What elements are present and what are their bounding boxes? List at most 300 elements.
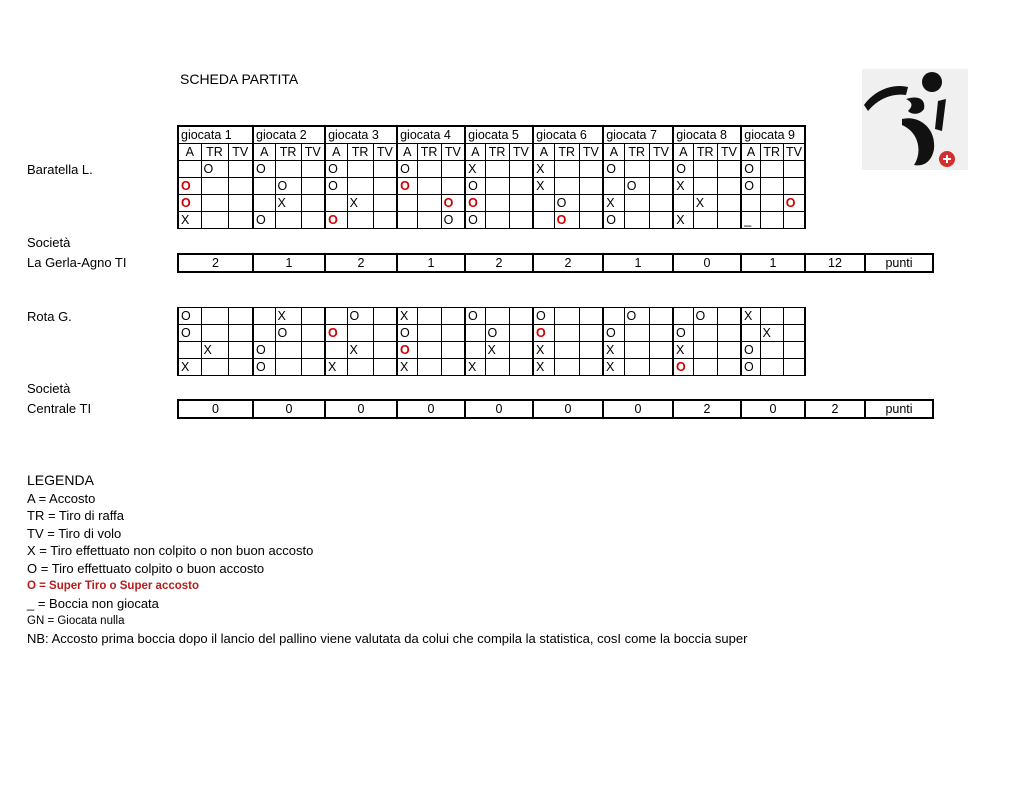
empty-cell <box>347 178 373 195</box>
empty-cell <box>417 178 441 195</box>
empty-cell <box>783 325 805 342</box>
mark-cell: X <box>347 195 373 212</box>
empty-cell <box>760 308 783 325</box>
empty-cell <box>485 359 509 376</box>
empty-cell <box>579 195 603 212</box>
legend-tr: TR = Tiro di raffa <box>27 508 124 524</box>
empty-cell <box>201 212 228 229</box>
empty-cell <box>603 178 624 195</box>
subheader-tr: TR <box>693 144 717 161</box>
empty-cell <box>717 195 741 212</box>
empty-cell <box>509 161 533 178</box>
mark-cell: _ <box>741 212 760 229</box>
mark-cell: X <box>533 178 554 195</box>
mark-cell: O <box>397 325 417 342</box>
super-mark-cell: O <box>554 212 579 229</box>
empty-cell <box>554 308 579 325</box>
empty-cell <box>783 359 805 376</box>
empty-cell <box>228 342 253 359</box>
subheader-tr: TR <box>760 144 783 161</box>
empty-cell <box>397 212 417 229</box>
score-giocata-7: 1 <box>603 254 673 272</box>
score-giocata-2: 0 <box>253 400 325 418</box>
empty-cell <box>649 178 673 195</box>
empty-cell <box>373 308 397 325</box>
empty-cell <box>760 342 783 359</box>
empty-cell <box>509 359 533 376</box>
mark-cell: O <box>741 342 760 359</box>
empty-cell <box>275 161 301 178</box>
mark-cell: O <box>693 308 717 325</box>
player2-score-row <box>177 399 934 419</box>
super-mark-cell: O <box>178 178 201 195</box>
empty-cell <box>649 195 673 212</box>
super-mark-cell: O <box>397 342 417 359</box>
empty-cell <box>485 212 509 229</box>
score-total-label: punti <box>865 400 933 418</box>
empty-cell <box>301 161 325 178</box>
empty-cell <box>373 178 397 195</box>
score-total-label: punti <box>865 254 933 272</box>
subheader-tr: TR <box>554 144 579 161</box>
player2-societa-label: Società <box>27 381 71 396</box>
score-giocata-1: 2 <box>178 254 253 272</box>
legend-x: X = Tiro effettuato non colpito o non buon accosto <box>27 543 314 559</box>
mark-cell: O <box>465 308 485 325</box>
empty-cell <box>485 161 509 178</box>
subheader-a: A <box>673 144 693 161</box>
header-giocata-7: giocata 7 <box>603 126 673 144</box>
empty-cell <box>783 161 805 178</box>
empty-cell <box>649 308 673 325</box>
empty-cell <box>717 161 741 178</box>
mark-cell: X <box>741 308 760 325</box>
empty-cell <box>649 359 673 376</box>
legend-title: LEGENDA <box>27 472 94 488</box>
empty-cell <box>275 212 301 229</box>
empty-cell <box>673 308 693 325</box>
mark-cell: X <box>673 342 693 359</box>
empty-cell <box>579 325 603 342</box>
mark-cell: O <box>275 325 301 342</box>
mark-cell: O <box>673 161 693 178</box>
subheader-tv: TV <box>579 144 603 161</box>
subheader-a: A <box>533 144 554 161</box>
empty-cell <box>178 342 201 359</box>
empty-cell <box>509 212 533 229</box>
mark-cell: O <box>741 178 760 195</box>
empty-cell <box>417 308 441 325</box>
empty-cell <box>228 161 253 178</box>
score-giocata-4: 1 <box>397 254 465 272</box>
table-row <box>178 308 805 325</box>
empty-cell <box>441 325 465 342</box>
empty-cell <box>417 342 441 359</box>
subheader-a: A <box>603 144 624 161</box>
empty-cell <box>783 342 805 359</box>
empty-cell <box>253 308 275 325</box>
empty-cell <box>228 325 253 342</box>
score-giocata-2: 1 <box>253 254 325 272</box>
empty-cell <box>417 212 441 229</box>
super-mark-cell: O <box>325 212 347 229</box>
empty-cell <box>201 178 228 195</box>
empty-cell <box>347 325 373 342</box>
empty-cell <box>275 342 301 359</box>
mark-cell: O <box>178 325 201 342</box>
mark-cell: O <box>624 178 649 195</box>
empty-cell <box>397 195 417 212</box>
empty-cell <box>783 212 805 229</box>
mark-cell: O <box>253 161 275 178</box>
legend-super: O = Super Tiro o Super accosto <box>27 579 200 592</box>
subheader-a: A <box>178 144 201 161</box>
empty-cell <box>301 195 325 212</box>
super-mark-cell: O <box>783 195 805 212</box>
empty-cell <box>228 359 253 376</box>
empty-cell <box>441 308 465 325</box>
player1-grid <box>177 125 806 229</box>
empty-cell <box>717 342 741 359</box>
empty-cell <box>301 342 325 359</box>
empty-cell <box>554 161 579 178</box>
legend-gn: GN = Giocata nulla <box>27 614 125 627</box>
empty-cell <box>649 325 673 342</box>
mark-cell: X <box>465 359 485 376</box>
mark-cell: X <box>760 325 783 342</box>
empty-cell <box>509 325 533 342</box>
table-row <box>178 342 805 359</box>
empty-cell <box>624 195 649 212</box>
super-mark-cell: O <box>178 195 201 212</box>
player1-name: Baratella L. <box>27 162 93 177</box>
empty-cell <box>509 308 533 325</box>
subheader-tv: TV <box>783 144 805 161</box>
score-giocata-4: 0 <box>397 400 465 418</box>
empty-cell <box>579 212 603 229</box>
empty-cell <box>441 342 465 359</box>
player1-club: La Gerla-Agno TI <box>27 255 127 270</box>
subheader-tv: TV <box>441 144 465 161</box>
empty-cell <box>717 178 741 195</box>
empty-cell <box>717 325 741 342</box>
subheader-a: A <box>465 144 485 161</box>
subheader-a: A <box>253 144 275 161</box>
mark-cell: O <box>201 161 228 178</box>
empty-cell <box>760 161 783 178</box>
mark-cell: O <box>441 212 465 229</box>
empty-cell <box>624 212 649 229</box>
super-mark-cell: O <box>325 325 347 342</box>
empty-cell <box>783 308 805 325</box>
empty-cell <box>373 195 397 212</box>
header-giocata-6: giocata 6 <box>533 126 603 144</box>
subheader-tr: TR <box>624 144 649 161</box>
mark-cell: O <box>325 178 347 195</box>
empty-cell <box>301 308 325 325</box>
empty-cell <box>579 308 603 325</box>
score-giocata-8: 2 <box>673 400 741 418</box>
score-total: 12 <box>805 254 865 272</box>
score-giocata-5: 0 <box>465 400 533 418</box>
mark-cell: O <box>603 161 624 178</box>
empty-cell <box>373 342 397 359</box>
empty-cell <box>228 212 253 229</box>
mark-cell: O <box>253 342 275 359</box>
score-giocata-6: 2 <box>533 254 603 272</box>
empty-cell <box>741 195 760 212</box>
empty-cell <box>373 359 397 376</box>
legend-underscore: _ = Boccia non giocata <box>27 596 159 612</box>
empty-cell <box>693 325 717 342</box>
empty-cell <box>554 342 579 359</box>
super-mark-cell: O <box>465 195 485 212</box>
mark-cell: X <box>533 359 554 376</box>
mark-cell: X <box>603 342 624 359</box>
mark-cell: X <box>485 342 509 359</box>
empty-cell <box>201 308 228 325</box>
empty-cell <box>228 308 253 325</box>
mark-cell: O <box>465 178 485 195</box>
empty-cell <box>649 342 673 359</box>
mark-cell: O <box>465 212 485 229</box>
empty-cell <box>253 325 275 342</box>
empty-cell <box>347 212 373 229</box>
super-mark-cell: O <box>441 195 465 212</box>
super-mark-cell: O <box>673 359 693 376</box>
empty-cell <box>693 178 717 195</box>
legend <box>27 472 747 648</box>
header-giocata-5: giocata 5 <box>465 126 533 144</box>
empty-cell <box>693 212 717 229</box>
empty-cell <box>301 359 325 376</box>
empty-cell <box>554 178 579 195</box>
empty-cell <box>673 195 693 212</box>
empty-cell <box>485 308 509 325</box>
header-giocata-1: giocata 1 <box>178 126 253 144</box>
empty-cell <box>624 161 649 178</box>
empty-cell <box>693 342 717 359</box>
score-giocata-3: 2 <box>325 254 397 272</box>
empty-cell <box>649 161 673 178</box>
empty-cell <box>253 178 275 195</box>
page-title: SCHEDA PARTITA <box>180 71 299 87</box>
empty-cell <box>649 212 673 229</box>
mark-cell: X <box>178 212 201 229</box>
subheader-tr: TR <box>485 144 509 161</box>
empty-cell <box>533 212 554 229</box>
empty-cell <box>693 161 717 178</box>
mark-cell: X <box>465 161 485 178</box>
score-giocata-8: 0 <box>673 254 741 272</box>
header-giocata-3: giocata 3 <box>325 126 397 144</box>
mark-cell: X <box>397 308 417 325</box>
header-giocata-8: giocata 8 <box>673 126 741 144</box>
empty-cell <box>347 161 373 178</box>
empty-cell <box>760 212 783 229</box>
empty-cell <box>441 178 465 195</box>
empty-cell <box>228 178 253 195</box>
mark-cell: O <box>741 161 760 178</box>
empty-cell <box>485 195 509 212</box>
legend-nb: NB: Accosto prima boccia dopo il lancio del pallino viene valutata da colui che compila la statistica, cosI come la boccia super <box>27 631 748 647</box>
empty-cell <box>579 342 603 359</box>
subheader-tr: TR <box>417 144 441 161</box>
mark-cell: O <box>397 161 417 178</box>
mark-cell: X <box>533 342 554 359</box>
legend-tv: TV = Tiro di volo <box>27 525 122 541</box>
empty-cell <box>533 195 554 212</box>
empty-cell <box>417 325 441 342</box>
empty-cell <box>509 195 533 212</box>
mark-cell: X <box>201 342 228 359</box>
score-giocata-3: 0 <box>325 400 397 418</box>
header-giocata-9: giocata 9 <box>741 126 805 144</box>
empty-cell <box>554 325 579 342</box>
empty-cell <box>603 308 624 325</box>
empty-cell <box>717 359 741 376</box>
empty-cell <box>373 325 397 342</box>
subheader-a: A <box>397 144 417 161</box>
score-giocata-9: 1 <box>741 254 805 272</box>
empty-cell <box>783 178 805 195</box>
empty-cell <box>301 178 325 195</box>
empty-cell <box>417 161 441 178</box>
table-row <box>178 359 805 376</box>
mark-cell: O <box>347 308 373 325</box>
empty-cell <box>325 308 347 325</box>
empty-cell <box>275 359 301 376</box>
subheader-a: A <box>325 144 347 161</box>
subheader-tv: TV <box>649 144 673 161</box>
empty-cell <box>509 342 533 359</box>
score-giocata-5: 2 <box>465 254 533 272</box>
mark-cell: O <box>554 195 579 212</box>
mark-cell: O <box>624 308 649 325</box>
mark-cell: O <box>741 359 760 376</box>
player2-club: Centrale TI <box>27 401 92 416</box>
table-row <box>178 325 805 342</box>
empty-cell <box>201 359 228 376</box>
mark-cell: O <box>253 359 275 376</box>
empty-cell <box>417 195 441 212</box>
empty-cell <box>717 308 741 325</box>
mark-cell: O <box>485 325 509 342</box>
mark-cell: X <box>673 178 693 195</box>
score-giocata-6: 0 <box>533 400 603 418</box>
mark-cell: X <box>178 359 201 376</box>
empty-cell <box>760 195 783 212</box>
empty-cell <box>760 359 783 376</box>
player1-score-row <box>177 253 934 273</box>
empty-cell <box>441 161 465 178</box>
mark-cell: O <box>603 325 624 342</box>
empty-cell <box>760 178 783 195</box>
empty-cell <box>624 325 649 342</box>
subheader-tv: TV <box>228 144 253 161</box>
mark-cell: O <box>253 212 275 229</box>
header-giocata-4: giocata 4 <box>397 126 465 144</box>
header-giocata-2: giocata 2 <box>253 126 325 144</box>
legend-a: A = Accosto <box>27 490 96 506</box>
subheader-tr: TR <box>201 144 228 161</box>
empty-cell <box>624 342 649 359</box>
score-giocata-7: 0 <box>603 400 673 418</box>
mark-cell: X <box>603 359 624 376</box>
empty-cell <box>201 325 228 342</box>
empty-cell <box>325 342 347 359</box>
empty-cell <box>579 359 603 376</box>
empty-cell <box>178 161 201 178</box>
super-mark-cell: O <box>397 178 417 195</box>
empty-cell <box>624 359 649 376</box>
subheader-a: A <box>741 144 760 161</box>
player2-name: Rota G. <box>27 309 72 324</box>
empty-cell <box>509 178 533 195</box>
mark-cell: X <box>533 161 554 178</box>
subheader-tv: TV <box>717 144 741 161</box>
empty-cell <box>741 325 760 342</box>
mark-cell: X <box>693 195 717 212</box>
super-mark-cell: O <box>533 325 554 342</box>
empty-cell <box>579 178 603 195</box>
empty-cell <box>441 359 465 376</box>
empty-cell <box>373 212 397 229</box>
subheader-tv: TV <box>373 144 397 161</box>
score-total: 2 <box>805 400 865 418</box>
mark-cell: O <box>673 325 693 342</box>
subheader-tv: TV <box>301 144 325 161</box>
empty-cell <box>201 195 228 212</box>
empty-cell <box>554 359 579 376</box>
empty-cell <box>347 359 373 376</box>
subheader-tr: TR <box>347 144 373 161</box>
mark-cell: X <box>347 342 373 359</box>
subheader-tr: TR <box>275 144 301 161</box>
empty-cell <box>325 195 347 212</box>
score-giocata-9: 0 <box>741 400 805 418</box>
empty-cell <box>465 325 485 342</box>
mark-cell: O <box>603 212 624 229</box>
empty-cell <box>417 359 441 376</box>
empty-cell <box>253 195 275 212</box>
empty-cell <box>579 161 603 178</box>
mark-cell: O <box>325 161 347 178</box>
mark-cell: X <box>603 195 624 212</box>
mark-cell: O <box>178 308 201 325</box>
empty-cell <box>485 178 509 195</box>
empty-cell <box>373 161 397 178</box>
bocce-player-icon <box>862 69 968 170</box>
table-row <box>178 212 805 229</box>
score-giocata-1: 0 <box>178 400 253 418</box>
mark-cell: X <box>275 195 301 212</box>
table-row <box>178 195 805 212</box>
empty-cell <box>693 359 717 376</box>
legend-o: O = Tiro effettuato colpito o buon accosto <box>27 560 265 576</box>
table-row <box>178 161 805 178</box>
empty-cell <box>717 212 741 229</box>
empty-cell <box>301 212 325 229</box>
mark-cell: X <box>673 212 693 229</box>
empty-cell <box>465 342 485 359</box>
player1-societa-label: Società <box>27 235 71 250</box>
mark-cell: X <box>325 359 347 376</box>
mark-cell: O <box>275 178 301 195</box>
empty-cell <box>301 325 325 342</box>
player2-grid <box>177 307 806 376</box>
table-row <box>178 178 805 195</box>
